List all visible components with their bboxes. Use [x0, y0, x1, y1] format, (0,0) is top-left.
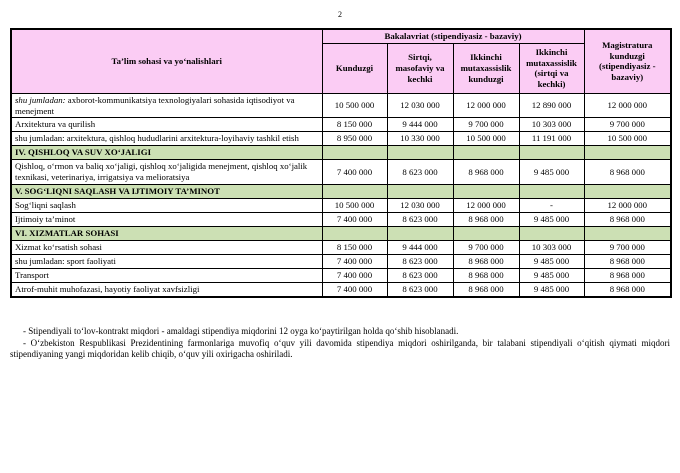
fee-value: 8 623 000	[387, 212, 453, 226]
fee-value: 7 400 000	[322, 254, 387, 268]
fee-value: 12 000 000	[453, 198, 519, 212]
section-empty-cell	[322, 184, 387, 198]
section-empty-cell	[584, 146, 671, 160]
tuition-fee-table	[10, 28, 672, 298]
table-row	[11, 118, 671, 132]
fee-value: 8 968 000	[584, 212, 671, 226]
row-label: Sog‘liqni saqlash	[11, 198, 322, 212]
fee-value: 7 400 000	[322, 268, 387, 282]
fee-value: 10 303 000	[519, 118, 584, 132]
footnotes	[10, 326, 670, 361]
section-empty-cell	[584, 184, 671, 198]
column-header-field: Ta’lim sohasi va yo‘nalishlari	[11, 29, 322, 93]
table-row	[11, 212, 671, 226]
fee-value: -	[519, 198, 584, 212]
table-row	[11, 160, 671, 185]
fee-value: 10 330 000	[387, 132, 453, 146]
section-empty-cell	[453, 146, 519, 160]
table-body	[11, 93, 671, 296]
column-header-ikkinchi-sirtqi: Ikkinchi mutaxassislik (sirtqi va kechki)	[519, 43, 584, 93]
row-label: shu jumladan: arxitektura, qishloq hududlarini arxitektura-loyihaviy tashkil etish	[11, 132, 322, 146]
column-header-ikkinchi-kunduzgi: Ikkinchi mutaxassislik kunduzgi	[453, 43, 519, 93]
fee-value: 8 968 000	[453, 254, 519, 268]
section-empty-cell	[453, 226, 519, 240]
footnote-1: - Stipendiyali to‘lov-kontrakt miqdori - amaldagi stipendiya miqdorini 12 oyga ko‘paytirilgan holda qo‘shib hisoblanadi.	[23, 326, 459, 336]
section-row	[11, 146, 671, 160]
fee-value: 8 623 000	[387, 160, 453, 185]
fee-value: 8 623 000	[387, 282, 453, 296]
section-empty-cell	[387, 226, 453, 240]
row-label-italic-prefix: shu jumladan:	[15, 94, 66, 105]
column-header-sirtqi: Sirtqi, masofaviy va kechki	[387, 43, 453, 93]
fee-value: 8 150 000	[322, 118, 387, 132]
fee-value: 7 400 000	[322, 212, 387, 226]
fee-value: 9 485 000	[519, 212, 584, 226]
fee-value: 10 500 000	[322, 93, 387, 118]
fee-value: 8 623 000	[387, 268, 453, 282]
row-label: Transport	[11, 268, 322, 282]
fee-value: 9 700 000	[584, 118, 671, 132]
fee-value: 9 444 000	[387, 118, 453, 132]
section-empty-cell	[519, 184, 584, 198]
table-row	[11, 240, 671, 254]
fee-value: 8 950 000	[322, 132, 387, 146]
fee-value: 12 030 000	[387, 93, 453, 118]
section-row	[11, 226, 671, 240]
fee-value: 9 485 000	[519, 282, 584, 296]
row-label: Qishloq, o‘rmon va baliq xo‘jaligi, qishloq xo‘jaligida menejment, qishloq xo‘jalik texnikasi, veterinariya, irrigatsiya va melioratsiya	[11, 160, 322, 185]
fee-value: 8 968 000	[584, 160, 671, 185]
fee-value: 8 968 000	[453, 282, 519, 296]
fee-value: 7 400 000	[322, 160, 387, 185]
fee-value: 10 500 000	[453, 132, 519, 146]
column-header-kunduzgi: Kunduzgi	[322, 43, 387, 93]
column-group-bakalavriat: Bakalavriat (stipendiyasiz - bazaviy)	[322, 29, 584, 43]
section-empty-cell	[387, 146, 453, 160]
section-empty-cell	[519, 226, 584, 240]
row-label: shu jumladan: sport faoliyati	[11, 254, 322, 268]
table-row	[11, 93, 671, 118]
fee-value: 9 485 000	[519, 254, 584, 268]
fee-value: 8 968 000	[453, 268, 519, 282]
fee-value: 9 485 000	[519, 160, 584, 185]
row-label: Ijtimoiy ta’minot	[11, 212, 322, 226]
fee-value: 8 968 000	[453, 212, 519, 226]
fee-value: 12 000 000	[584, 93, 671, 118]
fee-value: 9 700 000	[584, 240, 671, 254]
row-label: shu jumladan: axborot-kommunikatsiya texnologiyalari sohasida iqtisodiyot va menejment	[11, 93, 322, 118]
column-header-magistratura: Magistratura kunduzgi (stipendiyasiz - bazaviy)	[584, 29, 671, 93]
fee-value: 8 150 000	[322, 240, 387, 254]
fee-value: 12 000 000	[453, 93, 519, 118]
fee-value: 9 700 000	[453, 118, 519, 132]
table-row	[11, 282, 671, 296]
section-empty-cell	[519, 146, 584, 160]
table-row	[11, 198, 671, 212]
fee-value: 10 303 000	[519, 240, 584, 254]
fee-value: 12 000 000	[584, 198, 671, 212]
fee-value: 8 968 000	[584, 254, 671, 268]
section-empty-cell	[322, 226, 387, 240]
table-row	[11, 268, 671, 282]
section-label: VI. XIZMATLAR SOHASI	[11, 226, 322, 240]
fee-value: 12 030 000	[387, 198, 453, 212]
section-label: IV. QISHLOQ VA SUV XO‘JALIGI	[11, 146, 322, 160]
fee-value: 9 444 000	[387, 240, 453, 254]
fee-value: 10 500 000	[584, 132, 671, 146]
section-empty-cell	[584, 226, 671, 240]
fee-value: 8 968 000	[584, 282, 671, 296]
table-row	[11, 254, 671, 268]
section-empty-cell	[453, 184, 519, 198]
section-empty-cell	[387, 184, 453, 198]
fee-value: 8 968 000	[453, 160, 519, 185]
fee-value: 8 623 000	[387, 254, 453, 268]
page-number: 2	[338, 10, 342, 19]
row-label: Atrof-muhit muhofazasi, hayotiy faoliyat xavfsizligi	[11, 282, 322, 296]
row-label: Xizmat ko‘rsatish sohasi	[11, 240, 322, 254]
fee-value: 7 400 000	[322, 282, 387, 296]
fee-value: 12 890 000	[519, 93, 584, 118]
fee-value: 10 500 000	[322, 198, 387, 212]
row-label: Arxitektura va qurilish	[11, 118, 322, 132]
fee-value: 9 700 000	[453, 240, 519, 254]
table-row	[11, 132, 671, 146]
footnote-2: - O‘zbekiston Respublikasi Prezidentining farmonlariga muvofiq o‘quv yili davomida stipendiya miqdori oshirilganda, bir talabani stipendiyali o‘qitish qiymati miqdori stipendiyaning yangi miqdoridan kelib chiqib, o‘quv yili oxirigacha oshiriladi.	[10, 337, 670, 359]
fee-value: 9 485 000	[519, 268, 584, 282]
section-row	[11, 184, 671, 198]
section-empty-cell	[322, 146, 387, 160]
header-group-row	[11, 29, 671, 43]
fee-value: 11 191 000	[519, 132, 584, 146]
section-label: V. SOG‘LIQNI SAQLASH VA IJTIMOIY TA’MINOT	[11, 184, 322, 198]
fee-value: 8 968 000	[584, 268, 671, 282]
